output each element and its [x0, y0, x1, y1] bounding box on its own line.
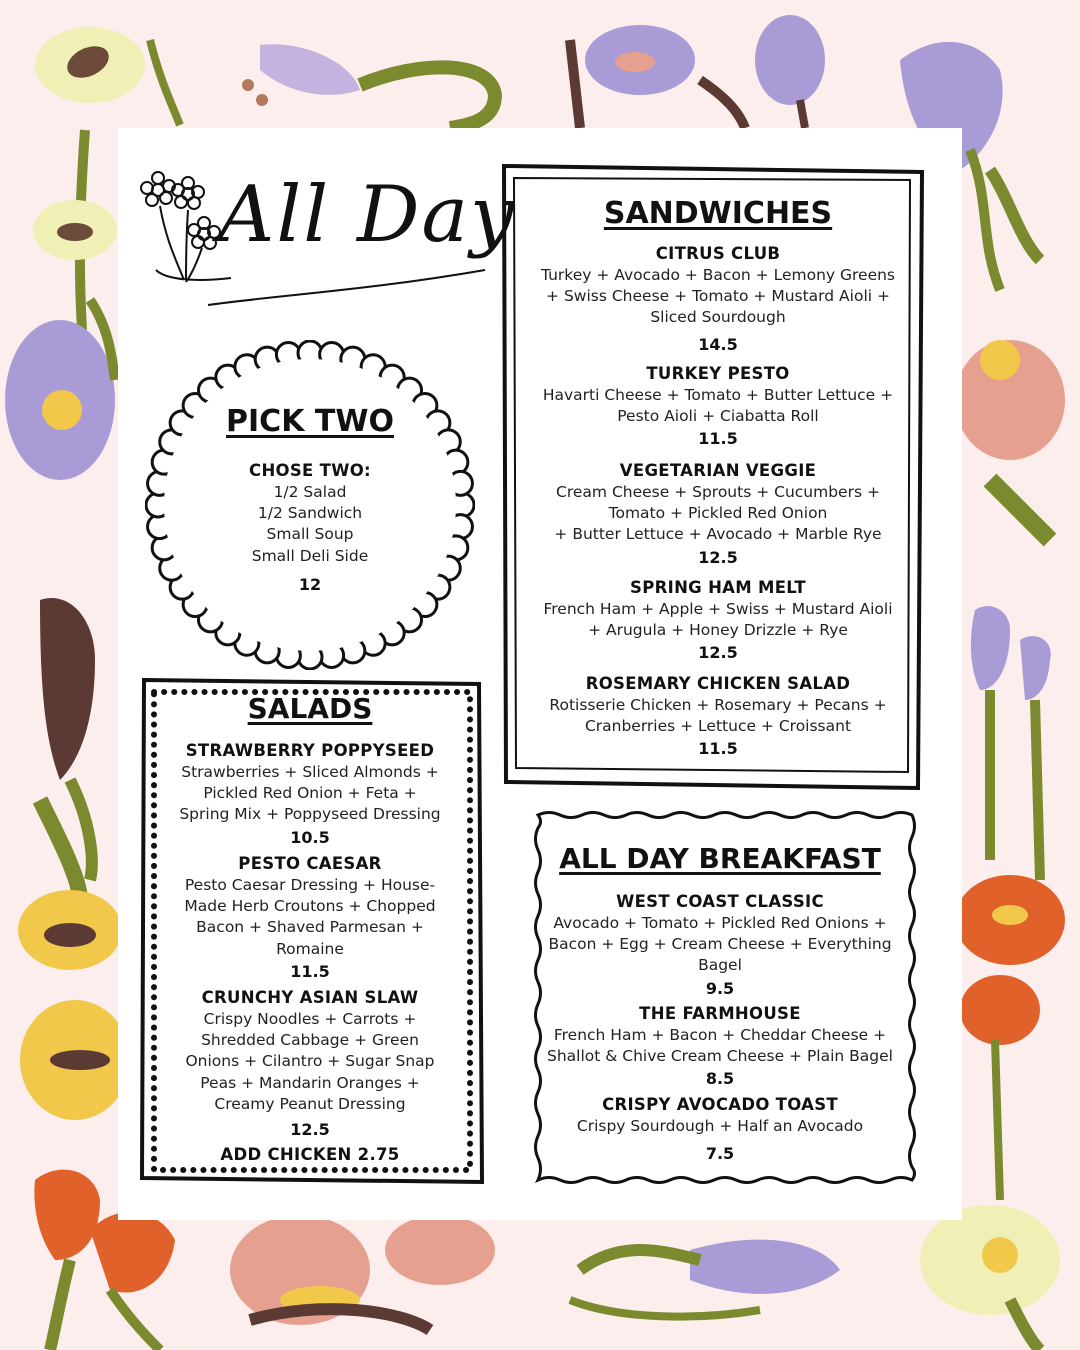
item-name: CITRUS CLUB — [655, 244, 781, 263]
option: 1/2 Salad — [273, 483, 347, 501]
price: 11.5 — [698, 739, 738, 759]
price: 7.5 — [705, 1144, 735, 1164]
item-name: WEST COAST CLASSIC — [616, 892, 824, 911]
price: 12.5 — [698, 547, 738, 567]
sandwich-item: ROSEMARY CHICKEN SALAD Rotisserie Chicken + Rosemary + Pecans + Cranberries + Lettuce + Croissant 11.5 — [518, 673, 918, 761]
option: 1/2 Sandwich — [257, 504, 363, 523]
salads-title: SALADS — [247, 692, 373, 725]
price: 12.5 — [698, 643, 738, 663]
add-chicken-note: ADD CHICKEN 2.75 — [220, 1145, 400, 1165]
option: Small Soup — [266, 525, 354, 544]
item-name: SPRING HAM MELT — [630, 578, 806, 597]
item-name: TURKEY PESTO — [646, 364, 790, 383]
item-name: THE FARMHOUSE — [639, 1004, 801, 1023]
price: 14.5 — [698, 334, 738, 354]
item-name: ROSEMARY CHICKEN SALAD — [585, 674, 851, 693]
price: 12.5 — [290, 1120, 330, 1140]
price: 10.5 — [290, 827, 330, 847]
sandwiches-title: SANDWICHES — [603, 196, 833, 231]
salad-item: STRAWBERRY POPPYSEED Strawberries + Sliced Almonds + Pickled Red Onion + Feta + Spring Mix + Poppyseed Dressing 10.5 — [160, 740, 460, 850]
sandwich-item: VEGETARIAN VEGGIE Cream Cheese + Sprouts + Cucumbers + Tomato + Pickled Red Onion + Butter Lettuce + Avocado + Marble Rye 12.5 — [518, 460, 918, 570]
price: 11.5 — [698, 429, 738, 449]
pick-two-subtitle: CHOSE TWO: — [249, 461, 371, 480]
item-name: CRISPY AVOCADO TOAST — [602, 1095, 838, 1114]
salad-item: PESTO CAESAR Pesto Caesar Dressing + House- Made Herb Croutons + Chopped Bacon + Shaved Parmesan + Romaine 11.5 — [160, 853, 460, 984]
sandwich-item: CITRUS CLUB Turkey + Avocado + Bacon + Lemony Greens + Swiss Cheese + Tomato + Mustard Aioli + Sliced Sourdough 14.5 — [518, 243, 918, 357]
price: 8.5 — [705, 1069, 735, 1089]
sandwich-item: TURKEY PESTO Havarti Cheese + Tomato + Butter Lettuce + Pesto Aioli + Ciabatta Roll 11.5 — [518, 363, 918, 451]
option: Small Deli Side — [251, 546, 369, 565]
item-name: PESTO CAESAR — [238, 854, 382, 873]
item-name: CRUNCHY ASIAN SLAW — [201, 988, 419, 1007]
breakfast-item: WEST COAST CLASSIC Avocado + Tomato + Pickled Red Onions + Bacon + Egg + Cream Cheese + Everything Bagel 9.5 — [530, 891, 910, 1001]
page-title: All Day — [218, 170, 517, 260]
item-name: VEGETARIAN VEGGIE — [619, 461, 817, 480]
breakfast-item: CRISPY AVOCADO TOAST Crispy Sourdough + Half an Avocado 7.5 — [530, 1094, 910, 1166]
pick-two-options — [160, 482, 460, 597]
price: 11.5 — [290, 961, 330, 981]
price: 12 — [298, 574, 322, 594]
salad-item: CRUNCHY ASIAN SLAW Crispy Noodles + Carrots + Shredded Cabbage + Green Onions + Cilantro + Sugar Snap Peas + Mandarin Oranges + Creamy Peanut Dressing 12.5 ADD CHICKEN 2.75 — [160, 987, 460, 1166]
breakfast-title: ALL DAY BREAKFAST — [559, 842, 881, 875]
item-name: STRAWBERRY POPPYSEED — [185, 741, 435, 760]
sandwich-item: SPRING HAM MELT French Ham + Apple + Swiss + Mustard Aioli + Arugula + Honey Drizzle + Rye 12.5 — [518, 577, 918, 665]
pick-two-title: PICK TWO — [226, 404, 394, 439]
title-swash — [200, 250, 500, 330]
breakfast-item: THE FARMHOUSE French Ham + Bacon + Cheddar Cheese + Shallot & Chive Cream Cheese + Plain Bagel 8.5 — [530, 1003, 910, 1091]
price: 9.5 — [705, 978, 735, 998]
